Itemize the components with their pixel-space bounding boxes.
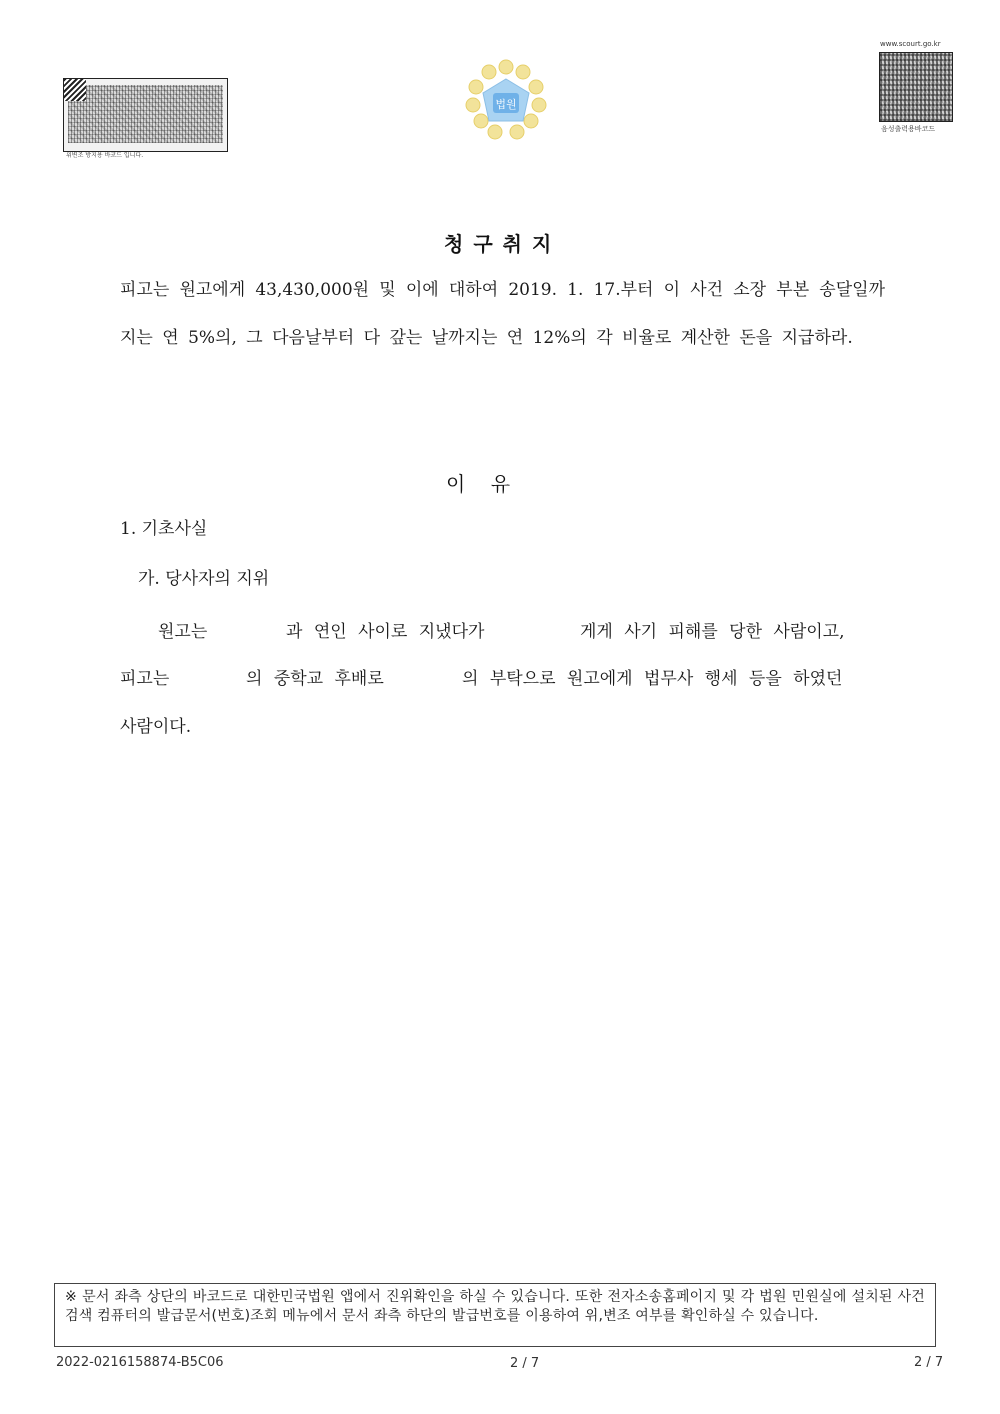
claim-text: 피고는 원고에게 43,430,000원 및 이에 대하여 2019. 1. 17.부터 이 사건 소장 부본 송달일까지는 연 5%의, 그 다음날부터 다 갚는 날까지는 연 12%의 각 비율로 계산한 돈을 지급하라. — [120, 280, 885, 348]
section-basic-facts: 1. 기초사실 — [120, 519, 208, 539]
barcode-corner-mark — [64, 79, 86, 101]
authenticity-notice-text: ※ 문서 좌측 상단의 바코드로 대한민국법원 앱에서 진위확인을 하실 수 있습니다. 또한 전자소송홈페이지 및 각 법원 민원실에 설치된 사건검색 컴퓨터의 발급문서(번호)조회 메뉴에서 문서 좌측 하단의 발급번호를 이용하여 위,변조 여부를 확인하실 수 있습니다. — [65, 1289, 925, 1324]
subsection-party-status: 가. 당사자의 지위 — [138, 569, 270, 589]
court-url: www.scourt.go.kr — [880, 40, 941, 48]
fact-line2-part2: 의 중학교 후배로 — [246, 669, 384, 689]
fact-line2-part3: 의 부탁으로 원고에게 법무사 행세 등을 하였던 — [462, 669, 843, 689]
page-number-center: 2 / 7 — [510, 1356, 540, 1371]
issuance-number: 2022-0216158874-B5C06 — [56, 1355, 224, 1370]
fact-line1-part1: 원고는 — [158, 622, 208, 642]
anti-forgery-barcode — [63, 78, 228, 152]
reason-title: 이 유 — [446, 472, 511, 496]
authenticity-notice-box — [54, 1283, 936, 1347]
claim-title: 청구취지 — [444, 232, 562, 256]
fact-line2-part1: 피고는 — [120, 669, 170, 689]
page-number-right: 2 / 7 — [914, 1355, 944, 1370]
emblem-label: 법원 — [495, 98, 517, 111]
barcode-caption: 위변조 방지용 바코드 입니다. — [66, 152, 144, 159]
fact-line3: 사람이다. — [120, 717, 192, 737]
qr-caption: 음성출력용바코드 — [881, 125, 936, 133]
voice-output-qr-code — [879, 52, 953, 122]
barcode-pattern — [68, 85, 223, 143]
fact-line1-part2: 과 연인 사이로 지냈다가 — [286, 622, 485, 642]
fact-line1-part3: 게게 사기 피해를 당한 사람이고, — [580, 622, 845, 642]
court-emblem-icon — [461, 57, 551, 147]
